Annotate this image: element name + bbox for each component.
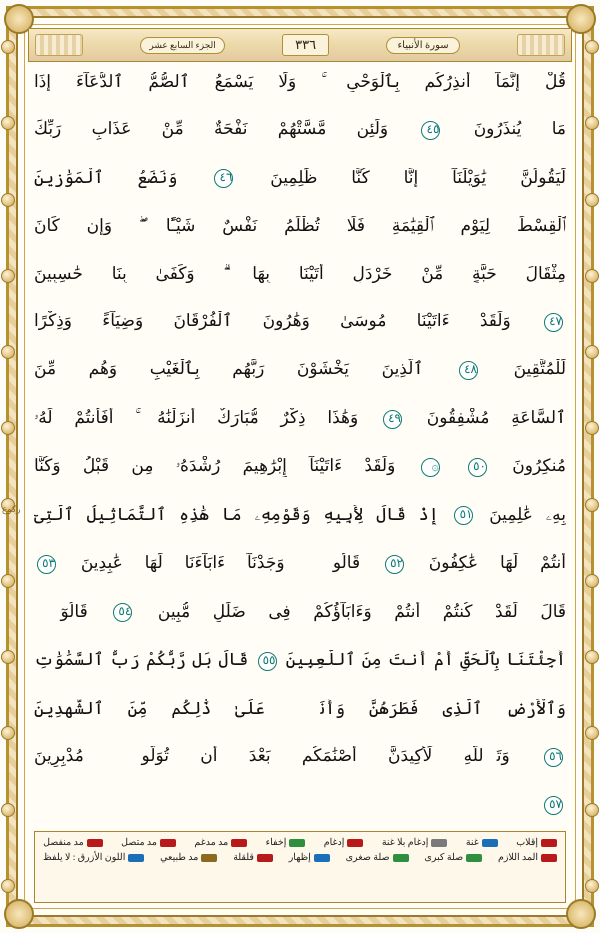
ornament-dot-icon bbox=[585, 803, 599, 817]
tajweed-swatch bbox=[257, 854, 273, 862]
tajweed-swatch bbox=[347, 839, 363, 847]
header-ornament-right-icon bbox=[517, 34, 565, 56]
tajweed-label: صلة كبرى bbox=[424, 853, 464, 863]
tajweed-swatch bbox=[160, 839, 176, 847]
tajweed-key bbox=[34, 831, 566, 903]
tajweed-swatch bbox=[482, 839, 498, 847]
tajweed-key-item bbox=[516, 837, 557, 848]
ornament-dot-icon bbox=[585, 650, 599, 664]
tajweed-key-item bbox=[194, 837, 247, 848]
sajda-hizb-marker-icon: ۞ bbox=[421, 458, 440, 477]
aya-line: قَالَ لَقَدْ كُنتُمْ أَنتُمْ وَءَابَآؤُكُمْ فِى ضَلَٰلٍ مُّبِينٍ ٥٤ قَالُوٓا۟ bbox=[34, 601, 566, 621]
ruku-mark: ركوع bbox=[2, 504, 21, 514]
tajweed-label: إدغام بلا غنة bbox=[381, 838, 429, 848]
ornament-dot-icon bbox=[585, 574, 599, 588]
tajweed-key-row bbox=[43, 837, 557, 848]
ornament-dot-icon bbox=[585, 193, 599, 207]
tajweed-label: مد منفصل bbox=[43, 838, 84, 848]
ornament-dot-icon bbox=[585, 726, 599, 740]
tajweed-swatch bbox=[231, 839, 247, 847]
aya-number-marker: ٤٥ bbox=[421, 121, 440, 140]
aya-line: ٱلسَّاعَةِ مُشْفِقُونَ ٤٩ وَهَٰذَا ذِكْرٌ مُّبَارَكٌ أَنزَلْنَٰهُ ۚ أَفَأَنتُمْ لَهُۥ bbox=[34, 407, 566, 427]
ornament-dot-icon bbox=[1, 726, 15, 740]
aya-line: أَنتُمْ لَهَا عَٰكِفُونَ ٥٢ قَالُوا۟ وَجَدْنَآ ءَابَآءَنَا لَهَا عَٰبِدِينَ ٥٣ bbox=[34, 553, 566, 574]
tajweed-label: مد متصل bbox=[121, 838, 157, 848]
tajweed-key-item bbox=[43, 837, 103, 848]
ornament-dot-icon bbox=[585, 498, 599, 512]
tajweed-key-item bbox=[160, 852, 217, 863]
aya-line: مُنكِرُونَ ٥٠ ۞ وَلَقَدْ ءَاتَيْنَآ إِبْرَٰهِيمَ رُشْدَهُۥ مِن قَبْلُ وَكُنَّا bbox=[34, 456, 566, 476]
aya-line: مَا يُنذَرُونَ ٤٥ وَلَئِن مَّسَّتْهُمْ نَفْحَةٌ مِّنْ عَذَابِ رَبِّكَ bbox=[34, 119, 566, 139]
ornament-dot-icon bbox=[1, 116, 15, 130]
corner-medallion-bottom-right bbox=[566, 899, 596, 929]
aya-number-marker: ٥٢ bbox=[385, 555, 404, 574]
tajweed-key-item bbox=[424, 852, 482, 863]
ornament-dot-icon bbox=[585, 345, 599, 359]
aya-line: وَٱلْأَرْضِ ٱلَّذِى فَطَرَهُنَّ وَأَنَا۠ عَلَىٰ ذَٰلِكُم مِّنَ ٱلشَّٰهِدِينَ bbox=[34, 698, 566, 718]
tajweed-key-item bbox=[43, 852, 144, 863]
ornament-dot-icon bbox=[585, 421, 599, 435]
tajweed-swatch bbox=[431, 839, 447, 847]
ornament-dot-icon bbox=[1, 193, 15, 207]
aya-number-marker: ٥٠ bbox=[468, 458, 487, 477]
corner-medallion-bottom-left bbox=[4, 899, 34, 929]
ornament-dot-icon bbox=[1, 421, 15, 435]
page-header bbox=[28, 28, 572, 62]
ornament-dot-icon bbox=[1, 803, 15, 817]
tajweed-swatch bbox=[314, 854, 330, 862]
tajweed-key-item bbox=[233, 852, 273, 863]
aya-line bbox=[34, 794, 566, 815]
aya-number-marker: ٥٧ bbox=[544, 796, 563, 815]
tajweed-swatch bbox=[393, 854, 409, 862]
tajweed-label: إدغام bbox=[323, 838, 345, 848]
tajweed-key-item bbox=[346, 852, 409, 863]
tajweed-label: قلقلة bbox=[233, 853, 254, 863]
aya-line: ٥٦ وَتَٱللَّهِ لَأَكِيدَنَّ أَصْنَٰمَكُم بَعْدَ أَن تُوَلُّوا۟ مُدْبِرِينَ bbox=[34, 745, 562, 765]
tajweed-key-item bbox=[324, 837, 364, 848]
aya-number-marker: ٤٨ bbox=[459, 361, 478, 380]
header-ornament-left-icon bbox=[35, 34, 83, 56]
side-ornament-right bbox=[585, 40, 599, 893]
side-ornament-left bbox=[1, 40, 15, 893]
aya-number-marker: ٥٣ bbox=[37, 555, 56, 574]
page-number: ٣٣٦ bbox=[282, 34, 329, 56]
aya-line: ٤٧ وَلَقَدْ ءَاتَيْنَا مُوسَىٰ وَهَٰرُونَ ٱلْفُرْقَانَ وَضِيَآءً وَذِكْرًا bbox=[34, 311, 562, 331]
tajweed-label: إقلاب bbox=[516, 838, 538, 848]
juz-label: الجزء السابع عشر bbox=[140, 37, 224, 54]
tajweed-key-item bbox=[466, 837, 498, 848]
quran-text-block bbox=[34, 72, 566, 815]
tajweed-key-item bbox=[121, 837, 176, 848]
aya-line: قُلْ إِنَّمَآ أُنذِرُكُم بِٱلْوَحْىِ ۚ وَلَا يَسْمَعُ ٱلصُّمُّ ٱلدُّعَآءَ إِذَا bbox=[34, 72, 566, 91]
aya-number-marker: ٥٦ bbox=[544, 748, 563, 767]
aya-number-marker: ٥٤ bbox=[113, 603, 132, 622]
tajweed-swatch bbox=[128, 854, 144, 862]
tajweed-key-item bbox=[289, 852, 330, 863]
ornament-dot-icon bbox=[1, 879, 15, 893]
tajweed-key-row bbox=[43, 852, 557, 863]
tajweed-key-item bbox=[498, 852, 557, 863]
ornament-dot-icon bbox=[585, 269, 599, 283]
aya-number-marker: ٤٦ bbox=[214, 169, 233, 188]
ornament-dot-icon bbox=[585, 40, 599, 54]
tajweed-swatch bbox=[541, 839, 557, 847]
tajweed-swatch bbox=[87, 839, 103, 847]
aya-line: لَيَقُولُنَّ يَٰوَيْلَنَآ إِنَّا كُنَّا ظَٰلِمِينَ ٤٦ وَنَضَعُ ٱلْمَوَٰزِينَ bbox=[34, 167, 566, 187]
ornament-dot-icon bbox=[1, 650, 15, 664]
tajweed-label: غنة bbox=[465, 838, 479, 848]
aya-number-marker: ٤٧ bbox=[544, 313, 563, 332]
ornament-dot-icon bbox=[585, 116, 599, 130]
ornament-dot-icon bbox=[1, 574, 15, 588]
ornament-dot-icon bbox=[585, 879, 599, 893]
tajweed-label: إخفاء bbox=[265, 838, 287, 848]
tajweed-swatch bbox=[201, 854, 217, 862]
aya-number-marker: ٤٩ bbox=[383, 410, 402, 429]
tajweed-label: صلة صغرى bbox=[345, 853, 390, 863]
tajweed-label: اللون الأزرق : لا يلفظ bbox=[43, 853, 126, 863]
aya-line: ٱلْقِسْطَ لِيَوْمِ ٱلْقِيَٰمَةِ فَلَا تُظْلَمُ نَفْسٌ شَيْـًٔا ۖ وَإِن كَانَ bbox=[34, 216, 566, 236]
aya-line: لِّلْمُتَّقِينَ ٤٨ ٱلَّذِينَ يَخْشَوْنَ رَبَّهُم بِٱلْغَيْبِ وَهُم مِّنَ bbox=[34, 359, 566, 379]
aya-line: بِهِۦ عَٰلِمِينَ ٥١ إِذْ قَالَ لِأَبِيهِ وَقَوْمِهِۦ مَا هَٰذِهِ ٱلتَّمَاثِيلُ ٱلَّتِىٓ bbox=[34, 504, 566, 524]
ornament-dot-icon bbox=[1, 345, 15, 359]
sura-name: سورة الأنبياء bbox=[386, 37, 459, 54]
ornament-dot-icon bbox=[1, 269, 15, 283]
tajweed-key-item bbox=[266, 837, 306, 848]
ornament-dot-icon bbox=[1, 40, 15, 54]
aya-line: مِثْقَالَ حَبَّةٍ مِّنْ خَرْدَلٍ أَتَيْنَا بِهَا ۗ وَكَفَىٰ بِنَا حَٰسِبِينَ bbox=[34, 263, 566, 283]
tajweed-label: إظهار bbox=[288, 853, 311, 863]
aya-number-marker: ٥٥ bbox=[258, 652, 277, 671]
aya-line: أَجِئْتَنَا بِٱلْحَقِّ أَمْ أَنتَ مِنَ ٱللَّٰعِبِينَ ٥٥ قَالَ بَل رَّبُّكُمْ رَبُّ ٱلسَّمَٰوَٰتِ bbox=[34, 650, 566, 670]
tajweed-label: مد طبيعي bbox=[160, 853, 199, 863]
tajweed-swatch bbox=[466, 854, 482, 862]
tajweed-key-item bbox=[382, 837, 448, 848]
tajweed-swatch bbox=[541, 854, 557, 862]
tajweed-label: مد مدغم bbox=[194, 838, 229, 848]
tajweed-swatch bbox=[289, 839, 305, 847]
tajweed-label: المد اللازم bbox=[497, 853, 538, 863]
aya-number-marker: ٥١ bbox=[454, 506, 473, 525]
